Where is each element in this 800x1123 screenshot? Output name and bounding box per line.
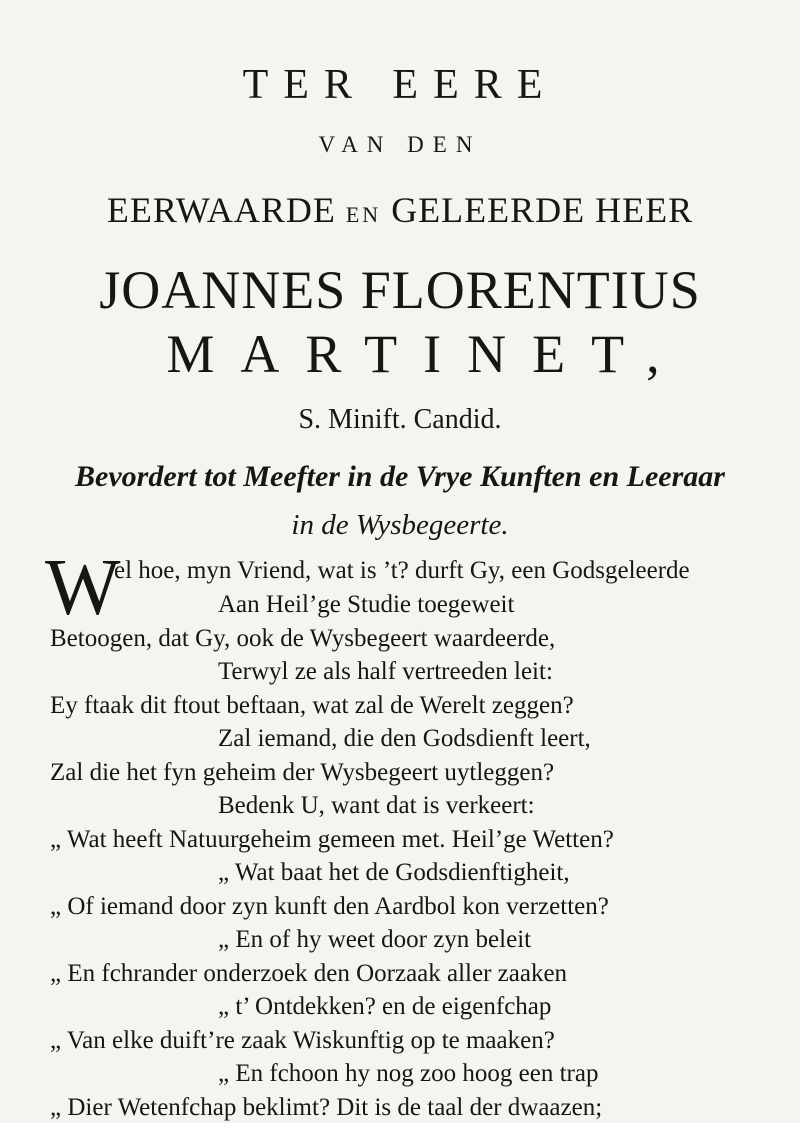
honorific-geleerde: GELEERDE HEER: [391, 190, 694, 230]
honorific-conjunction: EN: [345, 202, 382, 227]
poem-line: Zal die het fyn geheim der Wysbegeert uytleggen?: [50, 759, 555, 786]
dedication-subheading: VAN DEN: [318, 132, 482, 157]
poem-line: „ En fchrander onderzoek den Oorzaak aller zaaken: [50, 960, 568, 987]
honorific-line: [0, 188, 800, 237]
poem-line: Aan Heil’ge Studie toegeweit: [218, 591, 515, 618]
honoree-title: S. Minift. Candid.: [298, 404, 502, 435]
poem-line: „ t’ Ontdekken? en de eigenfchap: [218, 993, 552, 1020]
poem-line: „ En fchoon hy nog zoo hoog een trap: [218, 1060, 599, 1087]
poem-line: „ En of hy weet door zyn beleit: [218, 926, 532, 953]
poem-line: Bedenk U, want dat is verkeert:: [218, 792, 535, 819]
honoree-given-names: JOANNES FLORENTIUS: [99, 260, 701, 320]
poem-line: „ Wat baat het de Godsdienftigheit,: [218, 859, 570, 886]
poem-line: „ Of iemand door zyn kunft den Aardbol kon verzetten?: [50, 893, 609, 920]
poem-line: Terwyl ze als half vertreeden leit:: [218, 658, 553, 685]
honoree-surname: MARTINET,: [166, 324, 686, 384]
drop-cap: W: [45, 544, 121, 632]
promotion-line-1: Bevordert tot Meefter in de Vrye Kunften en Leeraar: [75, 460, 725, 493]
honorific-eerwaarde: EERWAARDE: [106, 190, 336, 230]
poem-line: „ Van elke duift’re zaak Wiskunftig op te maaken?: [50, 1027, 555, 1054]
poem-line: Zal iemand, die den Godsdienft leert,: [218, 725, 591, 752]
dedication-heading: TER EERE: [242, 62, 558, 108]
poem-line: Betoogen, dat Gy, ook de Wysbegeert waardeerde,: [50, 625, 556, 652]
poem-line: Ey ftaak dit ftout beftaan, wat zal de Werelt zeggen?: [50, 692, 574, 719]
poem-line: „ Dier Wetenfchap beklimt? Dit is de taal der dwaazen;: [50, 1094, 603, 1121]
poem-line: el hoe, myn Vriend, wat is ’t? durft Gy, een Godsgeleerde: [114, 557, 690, 584]
promotion-line-2: in de Wysbegeerte.: [291, 509, 509, 541]
poem-line: „ Wat heeft Natuurgeheim gemeen met. Heil’ge Wetten?: [50, 826, 614, 853]
